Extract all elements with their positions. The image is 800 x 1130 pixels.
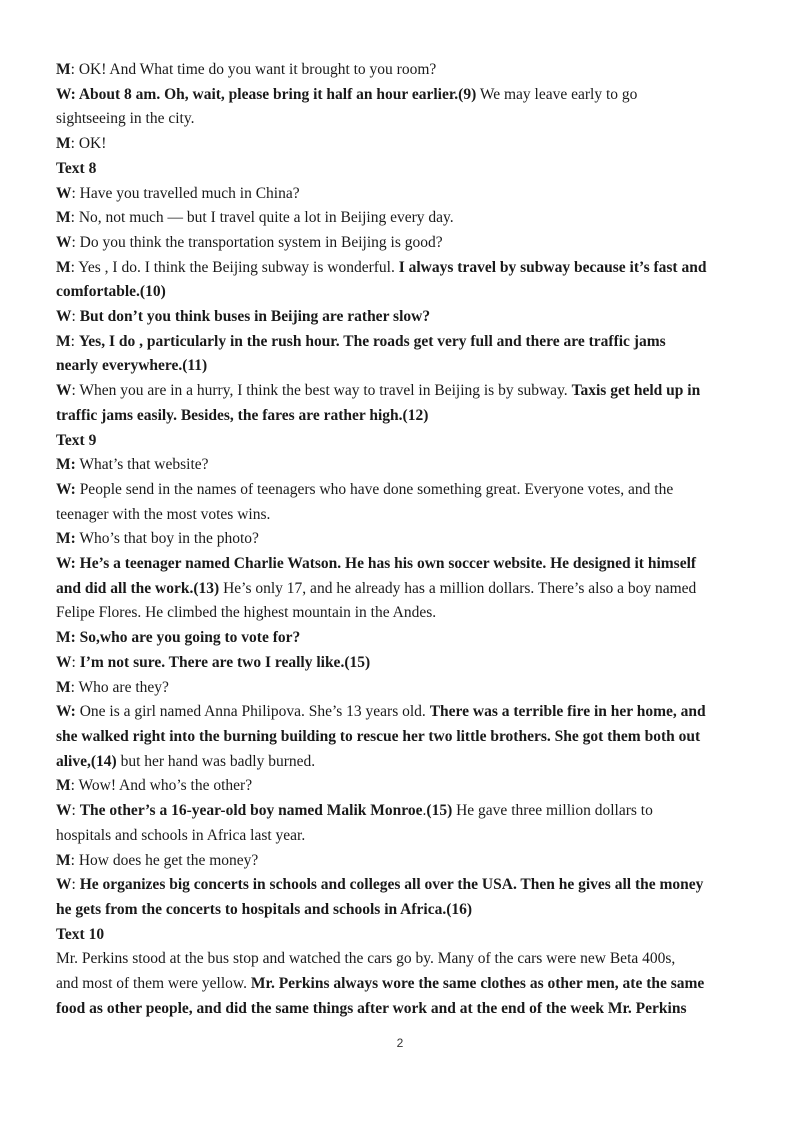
text-segment: alive,(14) xyxy=(56,752,117,770)
text-segment: M xyxy=(56,61,71,78)
text-segment: Mr. Perkins stood at the bus stop and watched the cars go by. Many of the cars were new Beta 400s, xyxy=(56,950,676,968)
text-segment: Taxis get held up in xyxy=(571,382,701,400)
text-segment: teenager with the most votes wins. xyxy=(56,505,271,523)
text-segment: : Who are they? xyxy=(70,678,169,696)
text-segment: There was a terrible fire in her home, and xyxy=(429,703,706,721)
text-segment: : Yes , I do. I think the Beijing subway is wonderful. xyxy=(70,258,399,276)
text-line xyxy=(56,750,746,775)
text-line xyxy=(56,280,746,305)
text-segment: He gave three million dollars to xyxy=(452,802,653,820)
text-line xyxy=(56,873,746,898)
text-segment: Yes, I do , particularly in the rush hour. The roads get very full and there are traffic jams xyxy=(78,332,666,350)
text-segment: M: xyxy=(56,530,76,548)
text-line xyxy=(56,132,746,157)
text-line xyxy=(56,330,746,355)
text-line xyxy=(56,231,746,256)
text-segment: and most of them were yellow. xyxy=(56,975,251,993)
text-segment: : xyxy=(71,308,80,326)
text-segment: Who’s that boy in the photo? xyxy=(75,530,259,548)
text-segment: nearly everywhere.(11) xyxy=(56,357,208,375)
text-segment: : Wow! And who’s the other? xyxy=(70,777,253,795)
text-segment: : No, not much — but I travel quite a lot in Beijing every day. xyxy=(70,209,454,227)
text-segment: W: He’s a teenager named Charlie Watson. He has his own soccer website. He designed it himself xyxy=(56,555,697,573)
text-line xyxy=(56,552,746,577)
text-segment: He organizes big concerts in schools and colleges all over the USA. Then he gives all the money xyxy=(79,876,704,894)
text-segment: He’s only 17, and he already has a million dollars. There’s also a boy named xyxy=(219,579,697,597)
text-line xyxy=(56,404,746,429)
text-segment: Text 9 xyxy=(56,431,97,449)
text-line xyxy=(56,206,746,231)
text-segment: (15) xyxy=(426,802,453,820)
text-segment: : Do you think the transportation system in Beijing is good? xyxy=(71,233,443,251)
text-segment: W: xyxy=(56,703,76,721)
text-line xyxy=(56,503,746,528)
text-segment: W xyxy=(56,653,72,671)
text-segment: People send in the names of teenagers who have done something great. Everyone votes, and the xyxy=(75,480,674,498)
text-segment: : xyxy=(71,653,80,671)
text-line xyxy=(56,527,746,552)
text-line xyxy=(56,651,746,676)
text-segment: : Have you travelled much in China? xyxy=(71,184,300,202)
text-line xyxy=(56,626,746,651)
text-line xyxy=(56,379,746,404)
text-segment: traffic jams easily. Besides, the fares are rather high.(12) xyxy=(56,406,429,424)
text-segment: I’m not sure. There are two I really like.(15) xyxy=(79,653,371,671)
text-line xyxy=(56,799,746,824)
text-segment: M xyxy=(56,678,71,696)
text-line xyxy=(56,305,746,330)
text-line xyxy=(56,849,746,874)
document-body xyxy=(56,58,746,1021)
text-line xyxy=(56,354,746,379)
text-segment: . xyxy=(422,802,427,820)
text-line xyxy=(56,453,746,478)
text-line xyxy=(56,947,746,972)
text-line xyxy=(56,182,746,207)
text-line xyxy=(56,725,746,750)
text-line xyxy=(56,601,746,626)
page-number: 2 xyxy=(396,1036,404,1050)
text-segment: M xyxy=(56,258,71,276)
text-segment: M xyxy=(56,135,71,153)
text-segment: W: xyxy=(56,480,76,498)
text-segment: W xyxy=(56,876,72,894)
text-line xyxy=(56,58,746,83)
text-segment: W xyxy=(56,802,72,820)
text-segment: : When you are in a hurry, I think the best way to travel in Beijing is by subway. xyxy=(71,382,572,400)
text-segment: M: xyxy=(56,456,76,474)
text-line xyxy=(56,997,746,1022)
text-segment: : xyxy=(71,876,80,894)
text-line xyxy=(56,157,746,182)
text-segment: he gets from the concerts to hospitals and schools in Africa.(16) xyxy=(56,900,473,918)
text-segment: W xyxy=(56,382,72,400)
text-line xyxy=(56,774,746,799)
text-segment: M xyxy=(56,332,71,350)
text-segment: The other’s a 16-year-old boy named Malik Monroe xyxy=(79,802,423,820)
text-segment: W xyxy=(56,308,72,326)
text-line xyxy=(56,923,746,948)
text-segment: Text 8 xyxy=(56,159,97,177)
text-segment: I always travel by subway because it’s fast and xyxy=(398,258,707,276)
text-line xyxy=(56,429,746,454)
text-line xyxy=(56,898,746,923)
text-segment: : xyxy=(70,332,79,350)
text-segment: M xyxy=(56,209,71,227)
text-segment: What’s that website? xyxy=(75,456,209,474)
text-line xyxy=(56,83,746,108)
text-segment: she walked right into the burning building to rescue her two little brothers. She got them both out xyxy=(56,727,701,745)
text-segment: One is a girl named Anna Philipova. She’s 13 years old. xyxy=(75,703,430,721)
text-line xyxy=(56,700,746,725)
text-segment: Mr. Perkins always wore the same clothes as other men, ate the same xyxy=(250,975,705,993)
text-segment: comfortable.(10) xyxy=(56,283,166,301)
text-line xyxy=(56,478,746,503)
text-segment: W xyxy=(56,184,72,202)
text-line xyxy=(56,256,746,281)
text-segment: Felipe Flores. He climbed the highest mountain in the Andes. xyxy=(56,604,437,622)
text-segment: M xyxy=(56,851,71,869)
text-segment: : How does he get the money? xyxy=(70,851,259,869)
text-segment: : OK! And What time do you want it brought to you room? xyxy=(70,61,437,78)
text-segment: We may leave early to go xyxy=(476,85,638,103)
text-segment: : xyxy=(71,802,80,820)
text-segment: : OK! xyxy=(70,135,107,153)
text-segment: sightseeing in the city. xyxy=(56,110,195,128)
text-segment: food as other people, and did the same things after work and at the end of the week Mr. Perkins xyxy=(56,999,687,1017)
text-segment: but her hand was badly burned. xyxy=(116,752,316,770)
text-segment: But don’t you think buses in Beijing are rather slow? xyxy=(79,308,431,326)
text-segment: M xyxy=(56,777,71,795)
text-line xyxy=(56,676,746,701)
text-line xyxy=(56,972,746,997)
text-segment: hospitals and schools in Africa last year. xyxy=(56,826,306,844)
text-segment: and did all the work.(13) xyxy=(56,579,220,597)
text-segment: W xyxy=(56,233,72,251)
text-segment: Text 10 xyxy=(56,925,105,943)
text-line xyxy=(56,107,746,132)
text-segment: M: So,who are you going to vote for? xyxy=(56,629,301,647)
text-segment: W: About 8 am. Oh, wait, please bring it half an hour earlier.(9) xyxy=(56,85,477,103)
text-line xyxy=(56,577,746,602)
text-line xyxy=(56,824,746,849)
